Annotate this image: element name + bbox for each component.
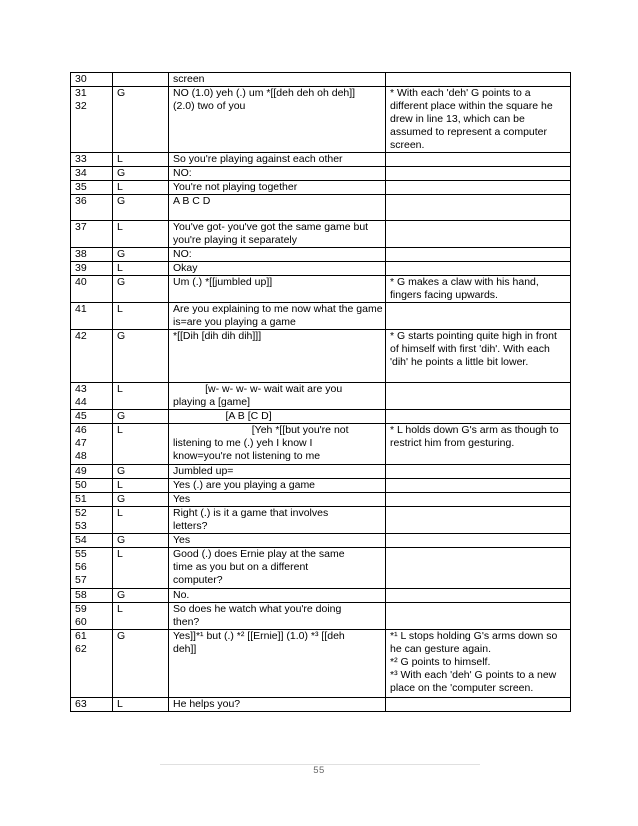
utterance-cell: *[[Dih [dih dih dih]]] [169, 330, 386, 383]
utterance-cell: Um (.) *[[jumbled up]] [169, 276, 386, 303]
gesture-note-cell [386, 534, 571, 548]
transcript-row [71, 330, 571, 383]
line-number-cell: 38 [71, 248, 113, 262]
utterance-cell: [A B [C D] [169, 410, 386, 424]
gesture-note-cell [386, 73, 571, 87]
transcript-row [71, 181, 571, 195]
line-number-cell: 37 [71, 221, 113, 248]
line-number-cell: 34 [71, 167, 113, 181]
utterance-cell: NO (1.0) yeh (.) um *[[deh deh oh deh]] (2.0) two of you [169, 87, 386, 153]
gesture-note-cell [386, 383, 571, 410]
speaker-cell: G [113, 589, 169, 603]
transcript-row [71, 262, 571, 276]
utterance-cell: He helps you? [169, 698, 386, 712]
gesture-note-cell [386, 181, 571, 195]
transcript-row [71, 630, 571, 698]
gesture-note-cell [386, 195, 571, 221]
speaker-cell: L [113, 153, 169, 167]
line-number-cell: 35 [71, 181, 113, 195]
speaker-cell: G [113, 276, 169, 303]
speaker-cell: L [113, 698, 169, 712]
utterance-cell: You're not playing together [169, 181, 386, 195]
speaker-cell: L [113, 262, 169, 276]
transcript-row [71, 303, 571, 330]
line-number-cell: 43 44 [71, 383, 113, 410]
utterance-cell: Okay [169, 262, 386, 276]
speaker-cell: L [113, 424, 169, 465]
line-number-cell: 58 [71, 589, 113, 603]
line-number-cell: 40 [71, 276, 113, 303]
transcript-row [71, 424, 571, 465]
transcript-row [71, 410, 571, 424]
utterance-cell: So you're playing against each other [169, 153, 386, 167]
speaker-cell: G [113, 534, 169, 548]
line-number-cell: 41 [71, 303, 113, 330]
utterance-cell: [w- w- w- w- wait wait are you playing a [game] [169, 383, 386, 410]
transcript-row [71, 87, 571, 153]
utterance-cell: You've got- you've got the same game but you're playing it separately [169, 221, 386, 248]
line-number-cell: 61 62 [71, 630, 113, 698]
transcript-row [71, 73, 571, 87]
gesture-note-cell: * G starts pointing quite high in front of himself with first 'dih'. With each 'dih' he points a little bit lower. [386, 330, 571, 383]
speaker-cell: G [113, 630, 169, 698]
speaker-cell: G [113, 330, 169, 383]
transcript-row [71, 534, 571, 548]
transcript-row [71, 548, 571, 589]
speaker-cell: G [113, 167, 169, 181]
speaker-cell: G [113, 87, 169, 153]
gesture-note-cell [386, 153, 571, 167]
utterance-cell: NO: [169, 167, 386, 181]
line-number-cell: 30 [71, 73, 113, 87]
gesture-note-cell [386, 548, 571, 589]
speaker-cell: L [113, 479, 169, 493]
line-number-cell: 55 56 57 [71, 548, 113, 589]
line-number-cell: 39 [71, 262, 113, 276]
gesture-note-cell [386, 410, 571, 424]
line-number-cell: 51 [71, 493, 113, 507]
line-number-cell: 54 [71, 534, 113, 548]
speaker-cell: G [113, 248, 169, 262]
transcript-row [71, 383, 571, 410]
transcript-table [70, 72, 571, 712]
line-number-cell: 50 [71, 479, 113, 493]
gesture-note-cell [386, 493, 571, 507]
speaker-cell: G [113, 410, 169, 424]
transcript-body [71, 73, 571, 712]
gesture-note-cell [386, 262, 571, 276]
utterance-cell: So does he watch what you're doing then? [169, 603, 386, 630]
speaker-cell: L [113, 221, 169, 248]
speaker-cell: L [113, 181, 169, 195]
utterance-cell: screen [169, 73, 386, 87]
line-number-cell: 46 47 48 [71, 424, 113, 465]
transcript-row [71, 195, 571, 221]
gesture-note-cell [386, 589, 571, 603]
transcript-row [71, 479, 571, 493]
utterance-cell: Are you explaining to me now what the game is=are you playing a game [169, 303, 386, 330]
transcript-row [71, 276, 571, 303]
speaker-cell: L [113, 383, 169, 410]
line-number-cell: 31 32 [71, 87, 113, 153]
transcript-row [71, 603, 571, 630]
line-number-cell: 59 60 [71, 603, 113, 630]
line-number-cell: 49 [71, 465, 113, 479]
utterance-cell: Yes [169, 493, 386, 507]
utterance-cell: A B C D [169, 195, 386, 221]
speaker-cell: G [113, 493, 169, 507]
gesture-note-cell: * G makes a claw with his hand, fingers facing upwards. [386, 276, 571, 303]
transcript-row [71, 493, 571, 507]
line-number-cell: 33 [71, 153, 113, 167]
speaker-cell: G [113, 195, 169, 221]
gesture-note-cell: * L holds down G's arm as though to restrict him from gesturing. [386, 424, 571, 465]
transcript-row [71, 167, 571, 181]
utterance-cell: Right (.) is it a game that involves letters? [169, 507, 386, 534]
gesture-note-cell [386, 465, 571, 479]
speaker-cell [113, 73, 169, 87]
speaker-cell: L [113, 548, 169, 589]
gesture-note-cell: * With each 'deh' G points to a different place within the square he drew in line 13, which can be assumed to represent a computer screen. [386, 87, 571, 153]
gesture-note-cell [386, 248, 571, 262]
speaker-cell: L [113, 303, 169, 330]
transcript-row [71, 248, 571, 262]
line-number-cell: 63 [71, 698, 113, 712]
gesture-note-cell: *¹ L stops holding G's arms down so he can gesture again. *² G points to himself. *³ With each 'deh' G points to a new place on the 'computer screen. [386, 630, 571, 698]
gesture-note-cell [386, 221, 571, 248]
gesture-note-cell [386, 603, 571, 630]
gesture-note-cell [386, 698, 571, 712]
transcript-row [71, 153, 571, 167]
line-number-cell: 45 [71, 410, 113, 424]
transcript-row [71, 221, 571, 248]
utterance-cell: [Yeh *[[but you're not listening to me (.) yeh I know I know=you're not listening to me [169, 424, 386, 465]
transcript-row [71, 507, 571, 534]
speaker-cell: G [113, 465, 169, 479]
speaker-cell: L [113, 603, 169, 630]
gesture-note-cell [386, 167, 571, 181]
transcript-row [71, 698, 571, 712]
line-number-cell: 52 53 [71, 507, 113, 534]
line-number-cell: 36 [71, 195, 113, 221]
gesture-note-cell [386, 303, 571, 330]
transcript-row [71, 465, 571, 479]
utterance-cell: Yes [169, 534, 386, 548]
utterance-cell: Good (.) does Ernie play at the same time as you but on a different computer? [169, 548, 386, 589]
gesture-note-cell [386, 507, 571, 534]
gesture-note-cell [386, 479, 571, 493]
page-number: 55 [313, 765, 325, 776]
line-number-cell: 42 [71, 330, 113, 383]
utterance-cell: NO: [169, 248, 386, 262]
utterance-cell: Yes (.) are you playing a game [169, 479, 386, 493]
utterance-cell: Jumbled up= [169, 465, 386, 479]
speaker-cell: L [113, 507, 169, 534]
utterance-cell: No. [169, 589, 386, 603]
transcript-row [71, 589, 571, 603]
utterance-cell: Yes]]*¹ but (.) *² [[Ernie]] (1.0) *³ [[deh deh]] [169, 630, 386, 698]
